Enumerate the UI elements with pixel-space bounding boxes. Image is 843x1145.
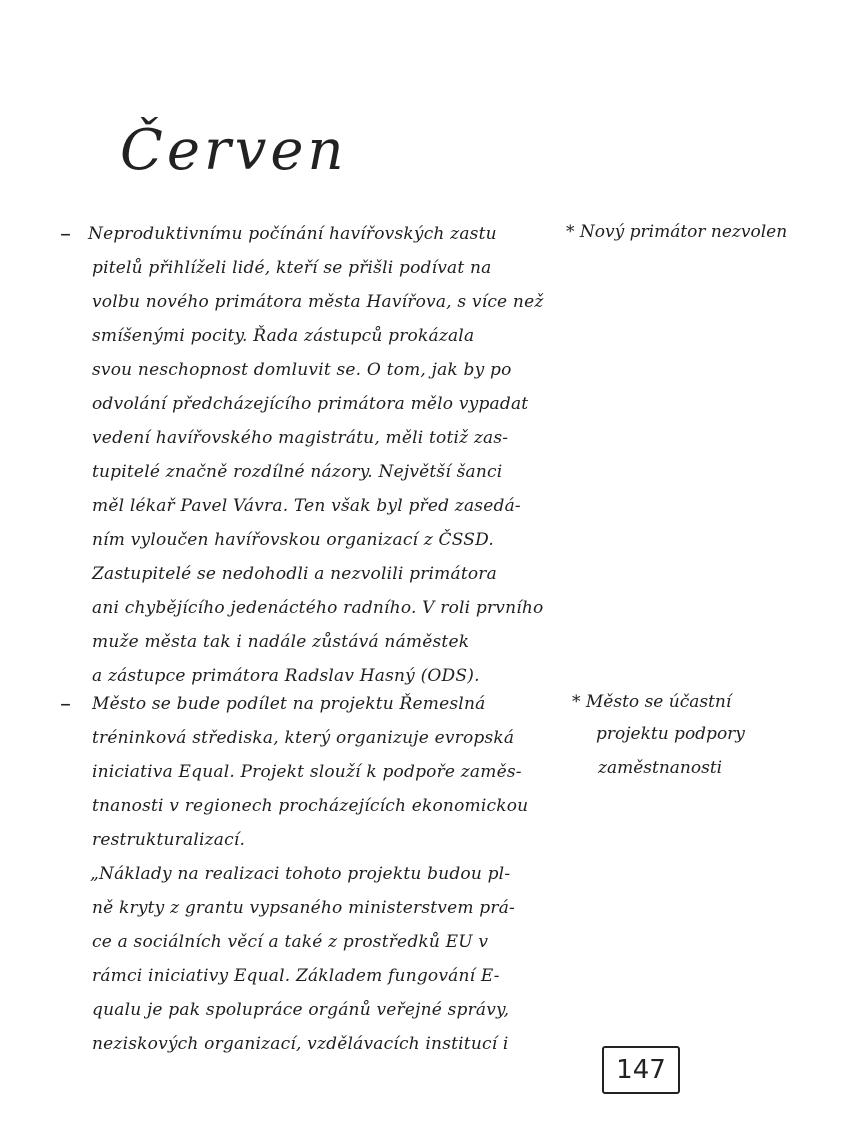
entry-1-line: volbu nového primátora města Havířova, s více než — [92, 292, 544, 312]
entry-2-line: Město se bude podílet na projektu Řemeslná — [92, 694, 486, 714]
entry-2-line: ně kryty z grantu vypsaného ministerstvem prá- — [92, 898, 515, 918]
entry-1-line: a zástupce primátora Radslav Hasný (ODS). — [92, 666, 480, 686]
entry-1-line: Neproduktivnímu počínání havířovských zastu — [88, 224, 497, 244]
entry-1-line: smíšenými pocity. Řada zástupců prokázala — [92, 326, 475, 346]
entry-2-line: tréninková střediska, který organizuje evropská — [92, 728, 515, 748]
entry-1-margin-note: * Nový primátor nezvolen — [566, 222, 788, 242]
entry-2-line: ce a sociálních věcí a také z prostředků EU v — [92, 932, 489, 952]
entry-1-line: tupitelé značně rozdílné názory. Největší šanci — [92, 462, 503, 482]
entry-1-line: Zastupitelé se nedohodli a nezvolili primátora — [92, 564, 497, 584]
page-number: 147 — [602, 1046, 680, 1094]
entry-1-line: pitelů přihlíželi lidé, kteří se přišli podívat na — [92, 258, 492, 278]
entry-2-line: iniciativa Equal. Projekt slouží k podpoře zaměs- — [92, 762, 522, 782]
entry-2-line: rámci iniciativy Equal. Základem fungování E- — [92, 966, 500, 986]
entry-2-marker: – — [60, 692, 71, 717]
entry-2-line: qualu je pak spolupráce orgánů veřejné správy, — [92, 1000, 510, 1020]
entry-2-line: neziskových organizací, vzdělávacích institucí i — [92, 1034, 509, 1054]
entry-2-margin-note: * Město se účastní — [572, 692, 732, 712]
entry-1-line: odvolání předcházejícího primátora mělo vypadat — [92, 394, 529, 414]
page-title: Červen — [120, 118, 348, 183]
entry-2-line: „Náklady na realizaci tohoto projektu budou pl- — [90, 864, 511, 884]
entry-1-line: vedení havířovského magistrátu, měli totiž zas- — [92, 428, 509, 448]
entry-2-line: restrukturalizací. — [92, 830, 246, 850]
entry-2-line: tnanosti v regionech procházejících ekonomickou — [92, 796, 529, 816]
entry-2-margin-note: projektu podpory — [596, 724, 745, 744]
entry-1-line: svou neschopnost domluvit se. O tom, jak by po — [92, 360, 512, 380]
entry-1-line: měl lékař Pavel Vávra. Ten však byl před zasedá- — [92, 496, 521, 516]
entry-1-marker: – — [60, 222, 71, 247]
entry-1-line: muže města tak i nadále zůstává náměstek — [92, 632, 470, 652]
entry-1-line: ním vyloučen havířovskou organizací z ČSSD. — [92, 530, 494, 550]
entry-1-line: ani chybějícího jedenáctého radního. V roli prvního — [92, 598, 544, 618]
entry-2-margin-note: zaměstnanosti — [598, 758, 723, 778]
